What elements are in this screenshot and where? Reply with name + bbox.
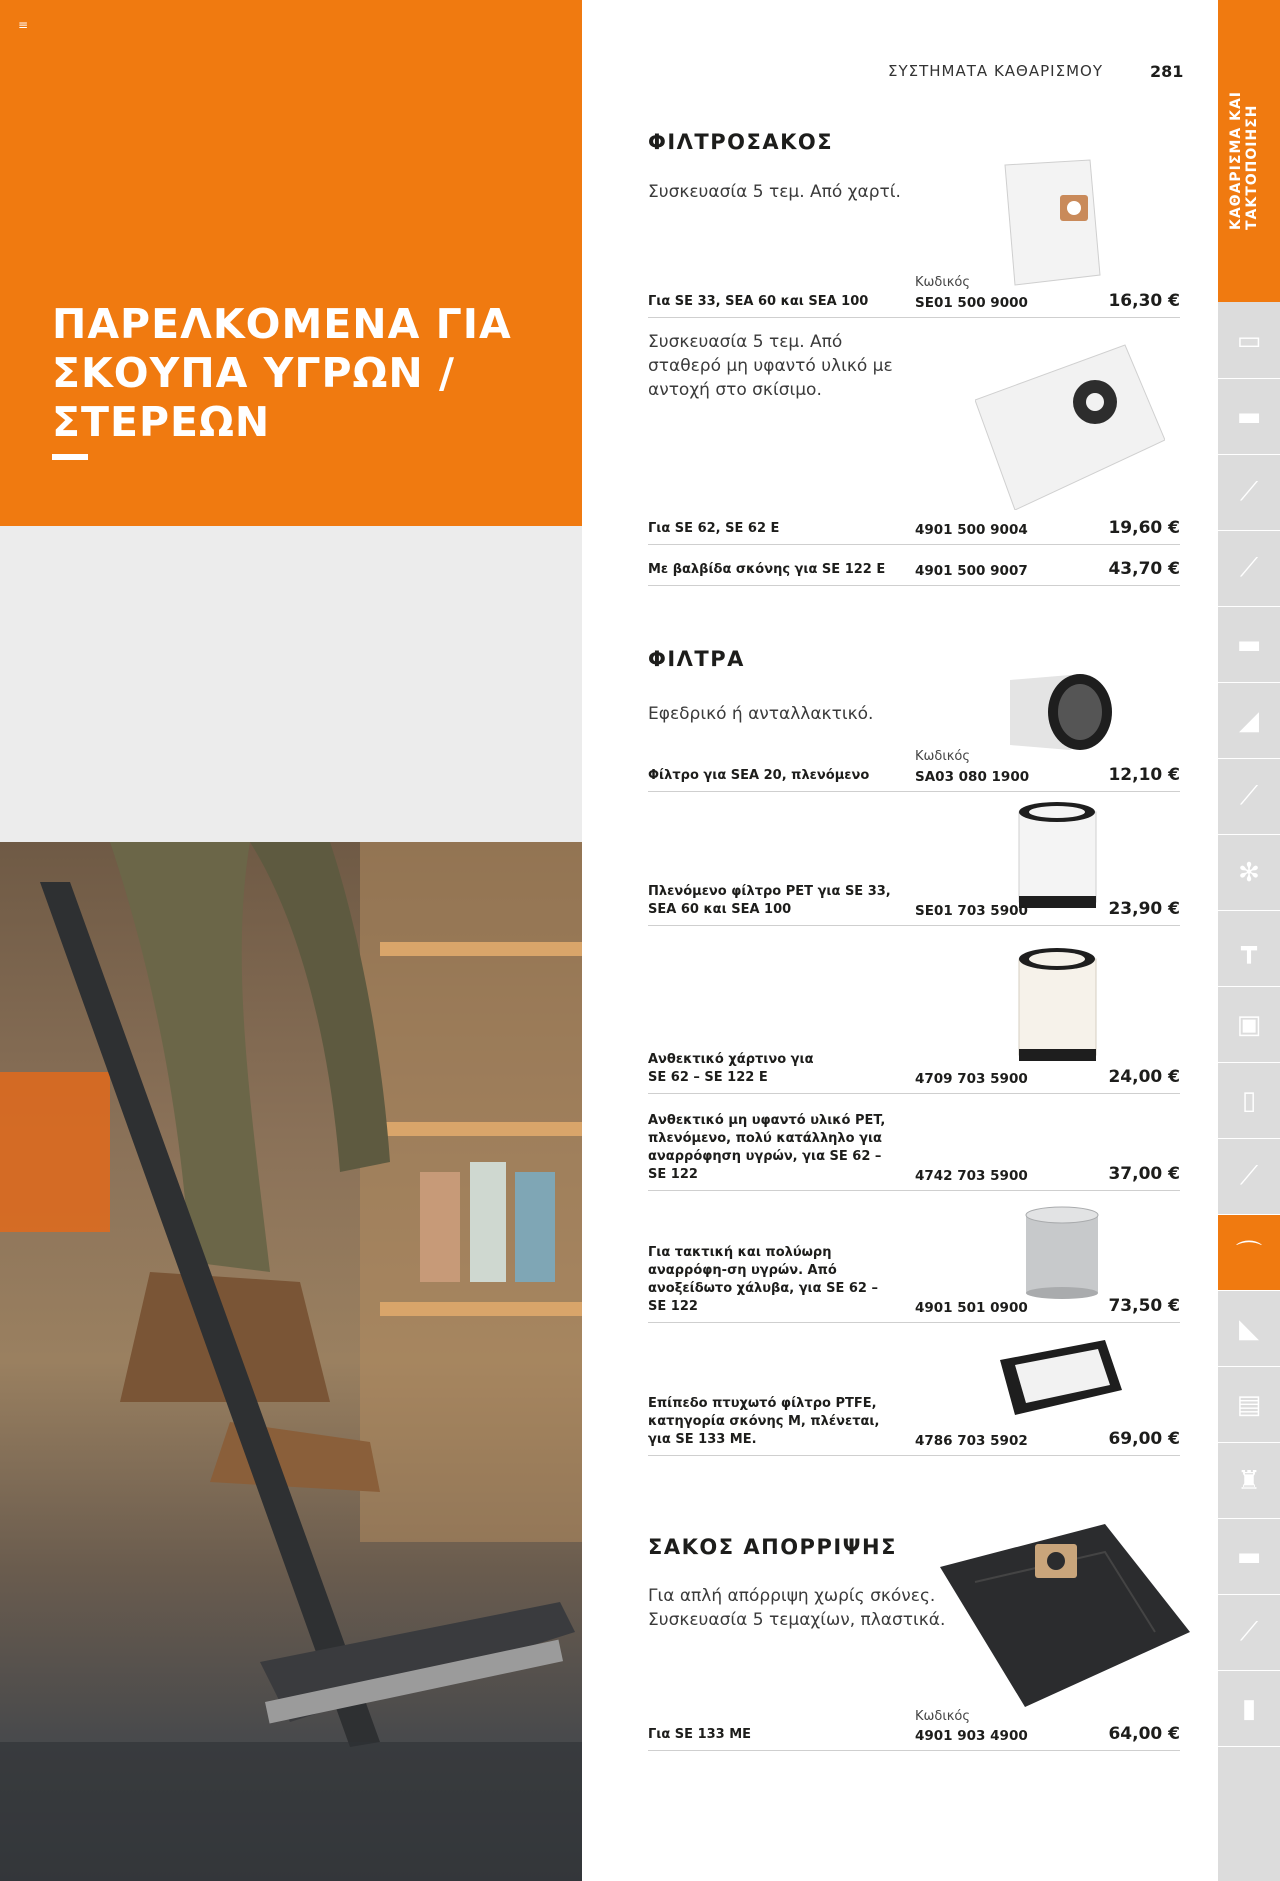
product-name: Ανθεκτικό χάρτινο για SE 62 – SE 122 E bbox=[648, 1052, 814, 1085]
product-price: 73,50 € bbox=[1108, 1296, 1180, 1316]
fleece-filter-bag-image bbox=[975, 340, 1165, 510]
disposal-bag-image bbox=[935, 1522, 1195, 1707]
pressure-washer-icon[interactable]: ▣ bbox=[1218, 987, 1280, 1063]
category-label: ΚΑΘΑΡΙΣΜΑ ΚΑΙ ΤΑΚΤΟΠΟΙΗΣΗ bbox=[1228, 91, 1260, 230]
wet-dry-vacuum-icon[interactable]: ⌒ bbox=[1218, 1215, 1280, 1291]
product-name: Για SE 62, SE 62 E bbox=[648, 521, 780, 536]
product-code: 4786 703 5902 bbox=[915, 1433, 1028, 1449]
hedge-trimmer-icon[interactable]: ▬ bbox=[1218, 607, 1280, 683]
earth-auger-icon[interactable]: ┳ bbox=[1218, 911, 1280, 987]
filters-desc: Εφεδρικό ή ανταλλακτικό. bbox=[648, 704, 874, 724]
product-name: Για SE 33, SEA 60 και SEA 100 bbox=[648, 294, 869, 309]
tiller-icon[interactable]: ✻ bbox=[1218, 835, 1280, 911]
category-sidebar bbox=[1218, 0, 1280, 1881]
clothing-icon[interactable]: ♜ bbox=[1218, 1443, 1280, 1519]
robot-mower-icon[interactable]: ◣ bbox=[1218, 1291, 1280, 1367]
section-title-disposal-bag: ΣΑΚΟΣ ΑΠΟΡΡΙΨΗΣ bbox=[648, 1535, 897, 1559]
product-row bbox=[648, 282, 1180, 318]
trimmer-icon[interactable]: ⟋ bbox=[1218, 759, 1280, 835]
product-name: Για τακτική και πολύωρη αναρρόφη-ση υγρών. Από ανοξείδωτο χάλυβα, για SE 62 – SE 122 bbox=[648, 1245, 878, 1314]
product-price: 37,00 € bbox=[1108, 1164, 1180, 1184]
filter-bags-desc: Συσκευασία 5 τεμ. Από χαρτί. bbox=[648, 182, 901, 202]
section-title-filter-bags: ΦΙΛΤΡΟΣΑΚΟΣ bbox=[648, 130, 834, 154]
product-price: 16,30 € bbox=[1108, 291, 1180, 311]
product-row bbox=[648, 760, 1180, 792]
product-code: SE01 703 5900 bbox=[915, 903, 1028, 919]
pole-pruner-icon[interactable]: ⟋ bbox=[1218, 455, 1280, 531]
paper-filter-bag-image bbox=[995, 155, 1105, 290]
product-row bbox=[648, 1393, 1180, 1456]
product-code: 4901 500 9007 bbox=[915, 563, 1028, 579]
product-row bbox=[648, 1052, 1180, 1094]
section-header: ΣΥΣΤΗΜΑΤΑ ΚΑΘΑΡΙΣΜΟΥ bbox=[888, 62, 1103, 80]
product-code: 4742 703 5900 bbox=[915, 1168, 1028, 1184]
page-number: 281 bbox=[1150, 62, 1184, 81]
product-code: SA03 080 1900 bbox=[915, 769, 1030, 785]
product-row bbox=[648, 508, 1180, 545]
product-price: 43,70 € bbox=[1108, 559, 1180, 579]
product-price: 12,10 € bbox=[1108, 765, 1180, 785]
product-name: Ανθεκτικό μη υφαντό υλικό PET, πλενόμενο, πολύ κατάλληλο για αναρρόφηση υγρών, για SE 62 – SE 122 bbox=[648, 1113, 886, 1182]
product-name: Πλενόμενο φίλτρο PET για SE 33, SEA 60 και SEA 100 bbox=[648, 884, 891, 917]
product-code: 4901 903 4900 bbox=[915, 1728, 1028, 1744]
filter-bags-desc-2: Συσκευασία 5 τεμ. Από σταθερό μη υφαντό υλικό με αντοχή στο σκίσιμο. bbox=[648, 332, 893, 400]
product-name: Για SE 133 ME bbox=[648, 1727, 752, 1742]
section-title-filters: ΦΙΛΤΡΑ bbox=[648, 647, 745, 671]
toolbox-icon[interactable]: ▬ bbox=[1218, 1519, 1280, 1595]
product-name: Επίπεδο πτυχωτό φίλτρο PTFE, κατηγορία σκόνης M, πλένεται, για SE 133 ME. bbox=[648, 1396, 880, 1447]
product-code: 4901 501 0900 bbox=[915, 1300, 1028, 1316]
generator-icon[interactable]: ▯ bbox=[1218, 1063, 1280, 1139]
product-code: 4709 703 5900 bbox=[915, 1071, 1028, 1087]
sprayer-icon[interactable]: ⟋ bbox=[1218, 1139, 1280, 1215]
battery-icon[interactable]: ▭ bbox=[1218, 303, 1280, 379]
page-title: ΠΑΡΕΛΚΟΜΕΝΑ ΓΙΑ ΣΚΟΥΠΑ ΥΓΡΩΝ / ΣΤΕΡΕΩΝ bbox=[52, 300, 512, 446]
lawn-mower-icon[interactable]: ◢ bbox=[1218, 683, 1280, 759]
code-label: Κωδικός bbox=[915, 1709, 971, 1724]
vacuum-photo bbox=[0, 842, 582, 1881]
product-price: 24,00 € bbox=[1108, 1067, 1180, 1087]
menu-icon[interactable]: ≡ bbox=[18, 18, 29, 32]
code-label: Κωδικός bbox=[915, 749, 971, 764]
title-panel bbox=[0, 0, 582, 526]
product-price: 23,90 € bbox=[1108, 899, 1180, 919]
product-price: 19,60 € bbox=[1108, 518, 1180, 538]
disposal-bag-desc: Για απλή απόρριψη χωρίς σκόνες. Συσκευασία 5 τεμαχίων, πλαστικά. bbox=[648, 1586, 946, 1630]
brushcutter-icon[interactable]: ⟋ bbox=[1218, 531, 1280, 607]
paper-cartridge-filter-image bbox=[1015, 945, 1100, 1065]
title-underline bbox=[52, 454, 88, 460]
chainsaw-icon[interactable]: ▬ bbox=[1218, 379, 1280, 455]
product-row bbox=[648, 1718, 1180, 1751]
cone-filter-image bbox=[1000, 670, 1120, 755]
product-code: SE01 500 9000 bbox=[915, 295, 1028, 311]
storage-icon[interactable]: ▤ bbox=[1218, 1367, 1280, 1443]
product-price: 64,00 € bbox=[1108, 1724, 1180, 1744]
product-row bbox=[648, 546, 1180, 586]
product-row bbox=[648, 1110, 1180, 1191]
product-price: 69,00 € bbox=[1108, 1429, 1180, 1449]
product-name: Φίλτρο για SEA 20, πλενόμενο bbox=[648, 768, 870, 783]
bullet-panel bbox=[0, 526, 582, 842]
product-row bbox=[648, 880, 1180, 926]
axe-icon[interactable]: ⟋ bbox=[1218, 1595, 1280, 1671]
product-row bbox=[648, 1245, 1180, 1323]
spray-bottle-icon[interactable]: ▮ bbox=[1218, 1671, 1280, 1747]
code-label: Κωδικός bbox=[915, 275, 971, 290]
product-name: Με βαλβίδα σκόνης για SE 122 E bbox=[648, 562, 886, 577]
product-code: 4901 500 9004 bbox=[915, 522, 1028, 538]
